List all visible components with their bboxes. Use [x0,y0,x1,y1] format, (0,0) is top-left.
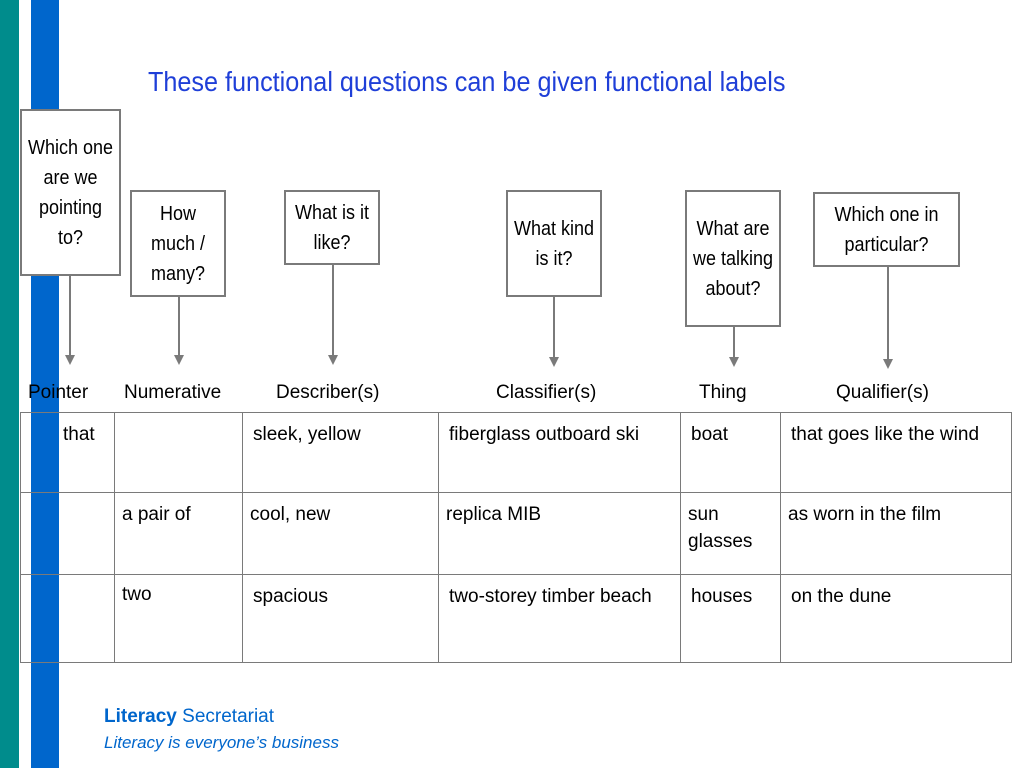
cell-pointer: that [21,413,115,493]
cell-describer: sleek, yellow [243,413,439,493]
footer-brand-bold: Literacy [104,706,177,727]
question-box-classifier: What kind is it? [506,190,602,297]
cell-numerative: a pair of [115,493,243,575]
question-box-numerative: How much / many? [130,190,226,297]
cell-thing: boat [681,413,781,493]
label-pointer: Pointer [28,382,89,403]
footer-tagline: Literacy is everyone’s business [104,733,339,752]
cell-qualifier: as worn in the film [781,493,1012,575]
question-box-thing: What are we talking about? [685,190,781,327]
footer-brand [104,706,274,728]
cell-pointer [21,575,115,663]
cell-classifier: fiberglass outboard ski [439,413,681,493]
table-row [21,575,1012,663]
examples-table [20,412,1012,663]
cell-thing: houses [681,575,781,663]
cell-qualifier: that goes like the wind [781,413,1012,493]
label-describer: Describer(s) [276,382,380,403]
label-numerative: Numerative [124,382,222,403]
cell-qualifier: on the dune [781,575,1012,663]
cell-pointer [21,493,115,575]
cell-thing: sun glasses [681,493,781,575]
table-row [21,413,1012,493]
question-box-qualifier: Which one in particular? [813,192,960,267]
cell-describer: spacious [243,575,439,663]
cell-classifier: replica MIB [439,493,681,575]
slide-title: These functional questions can be given functional labels [148,66,786,97]
label-classifier: Classifier(s) [496,382,597,403]
question-box-describer: What is it like? [284,190,380,265]
cell-numerative [115,413,243,493]
cell-classifier: two-storey timber beach [439,575,681,663]
label-qualifier: Qualifier(s) [836,382,929,403]
cell-numerative: two [115,575,243,663]
cell-describer: cool, new [243,493,439,575]
footer-brand-rest: Secretariat [176,706,275,727]
question-box-pointer: Which one are we pointing to? [20,109,121,276]
table-row [21,493,1012,575]
label-thing: Thing [699,382,747,403]
